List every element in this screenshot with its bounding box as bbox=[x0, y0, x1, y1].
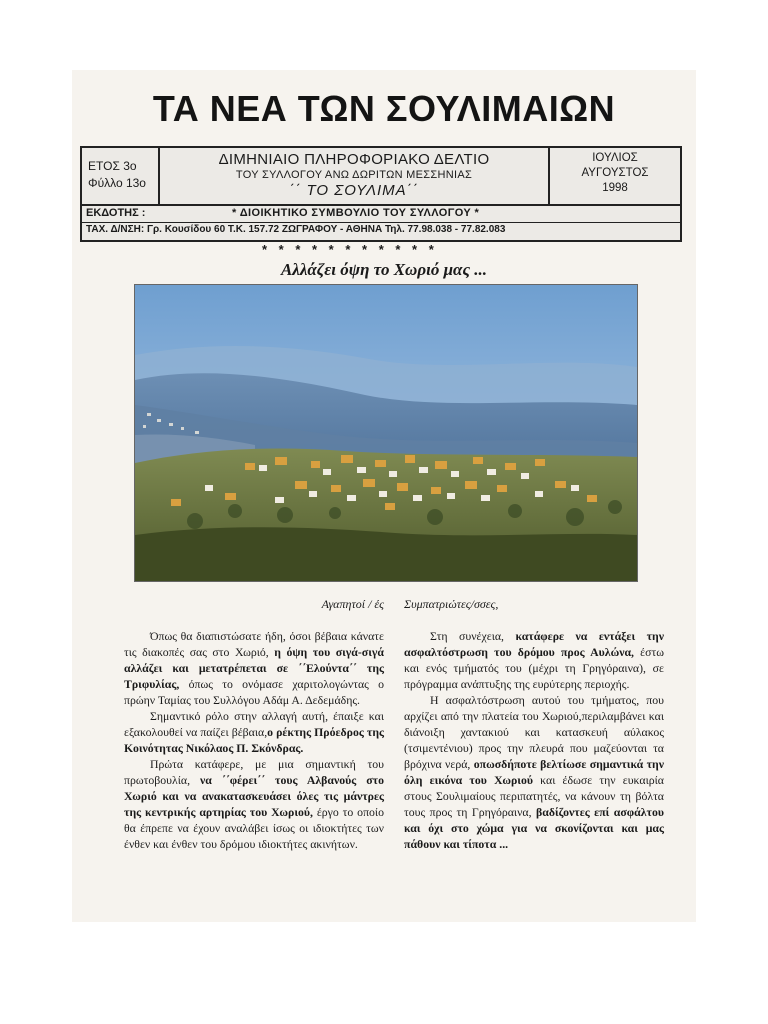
article-headline: Αλλάζει όψη το Χωριό μας ... bbox=[280, 260, 488, 279]
right-salutation: Συμπατριώτες/σσες, bbox=[404, 597, 499, 611]
publisher-value: * ΔΙΟΙΚΗΤΙΚΟ ΣΥΜΒΟΥΛΙΟ ΤΟΥ ΣΥΛΛΟΓΟΥ * bbox=[232, 207, 480, 219]
issue-info bbox=[82, 148, 160, 204]
star-divider: * * * * * * * * * * * bbox=[262, 242, 438, 257]
village-landscape-photo bbox=[134, 284, 638, 582]
text-run: και έδωσε την ευκαιρία στους Σουλιμαίους περιπατητές, να κάνουν τη βόλτα τους προς τη Γρηγόραινα, bbox=[404, 773, 664, 819]
left-column bbox=[124, 596, 384, 852]
left-salutation: Αγαπητοί / ές bbox=[321, 597, 384, 611]
text-run: όπως το ονόμασε χαριτολογώντας ο πρώην Ταμίας του Συλλόγου Αδάμ Α. Δεδεμάδης. bbox=[124, 677, 384, 707]
issue-year: 1998 bbox=[602, 182, 628, 194]
publisher-label: ΕΚΔΟΤΗΣ : bbox=[86, 207, 146, 219]
info-box-top-row bbox=[82, 148, 680, 206]
left-paragraph-3 bbox=[124, 756, 384, 852]
bold-text-run: η όψη του σιγά-σιγά αλλάζει και μετατρέπεται σε ΄΄Ελούντα΄΄ της Τριφυλίας, bbox=[124, 645, 384, 691]
text-run: Σημαντικό ρόλο στην αλλαγή αυτή, έπαιξε και εξακολουθεί να παίζει βέβαια, bbox=[124, 709, 384, 739]
bold-text-run: να ΄΄φέρει΄΄ τους Αλβανούς στο Χωριό και να ανακατασκευάσει όλες τις μάντρες της κεντρικής αρτηρίας του Χωριού, bbox=[124, 773, 384, 819]
issue-month1: ΙΟΥΛΙΟΣ bbox=[592, 152, 638, 164]
bulletin-name: ΄΄ ΤΟ ΣΟΥΛΙΜΑ΄΄ bbox=[289, 182, 419, 199]
bold-text-run: οπωσδήποτε βελτίωσε σημαντικά την όλη εικόνα του Χωριού bbox=[404, 757, 664, 787]
bold-text-run: βαδίζοντες επί ασφάλτου και όχι στο χώμα για να σκονίζονται και μας πάθουν και τίποτα ... bbox=[404, 805, 664, 851]
text-run: έστω και ενός τμήματός του (μέχρι τη Γρηγόραινα), σε πρόγραμμα ανάπτυξης της ευρύτερης περιοχής. bbox=[404, 645, 664, 691]
text-run: Η ασφαλτόστρωση αυτού του τμήματος, που αρχίζει από την πλατεία του Χωριού,περιλαμβάνει και διάνοιξη χαντακιού και κατασκευή αύλακος (τσιμεντένιου) προς την πλευρά που μαζεύονται τα βρόχινα νερά, bbox=[404, 693, 664, 771]
text-run: έργο το οποίο θα έπρεπε να έχουν αναλάβει ίσως οι ιδιοκτήτες των ένθεν και ένθεν του δρόμου ιδιοκτήτες ακινήτων. bbox=[124, 805, 384, 851]
bulletin-line1: ΔΙΜΗΝΙΑΙΟ ΠΛΗΡΟΦΟΡΙΑΚΟ ΔΕΛΤΙΟ bbox=[218, 151, 490, 168]
masthead-title: ΤΑ ΝΕΑ ΤΩΝ ΣΟΥΛΙΜΑΙΩΝ bbox=[152, 88, 616, 129]
left-paragraph-2 bbox=[124, 708, 384, 756]
bold-text-run: ο ρέκτης Πρόεδρος της Κοινότητας Νικόλαος Π. Σκόνδρας. bbox=[124, 725, 384, 755]
publisher-row bbox=[82, 206, 680, 223]
text-run: Όπως θα διαπιστώσατε ήδη, όσοι βέβαια κάνατε τις διακοπές σας στο Χωριό, bbox=[124, 629, 384, 659]
left-paragraph-1 bbox=[124, 628, 384, 708]
bulletin-description bbox=[162, 148, 546, 204]
newsletter-page bbox=[72, 70, 696, 922]
issue-date bbox=[548, 148, 680, 204]
right-paragraph-2 bbox=[404, 692, 664, 852]
right-paragraph-1 bbox=[404, 628, 664, 692]
text-run: Στη συνέχεια, bbox=[430, 629, 516, 643]
info-box bbox=[80, 146, 682, 242]
text-run: Πρώτα κατάφερε, με μια σημαντική του πρωτοβουλία, bbox=[124, 757, 384, 787]
year-label: ΕΤΟΣ 3ο bbox=[88, 159, 137, 173]
bold-text-run: κατάφερε να εντάξει την ασφαλτόστρωση του δρόμου προς Αυλώνα, bbox=[404, 629, 664, 659]
right-column bbox=[404, 596, 664, 852]
sheet-label: Φύλλο 13ο bbox=[88, 176, 146, 190]
postal-address: ΤΑΧ. Δ/ΝΣΗ: Γρ. Κουσίδου 60 Τ.Κ. 157.72 ΖΩΓΡΑΦΟΥ - ΑΘΗΝΑ Τηλ. 77.98.038 - 77.82.083 bbox=[86, 224, 506, 235]
bulletin-line2: ΤΟΥ ΣΥΛΛΟΓΟΥ ΑΝΩ ΔΩΡΙΤΩΝ ΜΕΣΣΗΝΙΑΣ bbox=[235, 169, 473, 181]
issue-month2: ΑΥΓΟΥΣΤΟΣ bbox=[581, 167, 649, 179]
